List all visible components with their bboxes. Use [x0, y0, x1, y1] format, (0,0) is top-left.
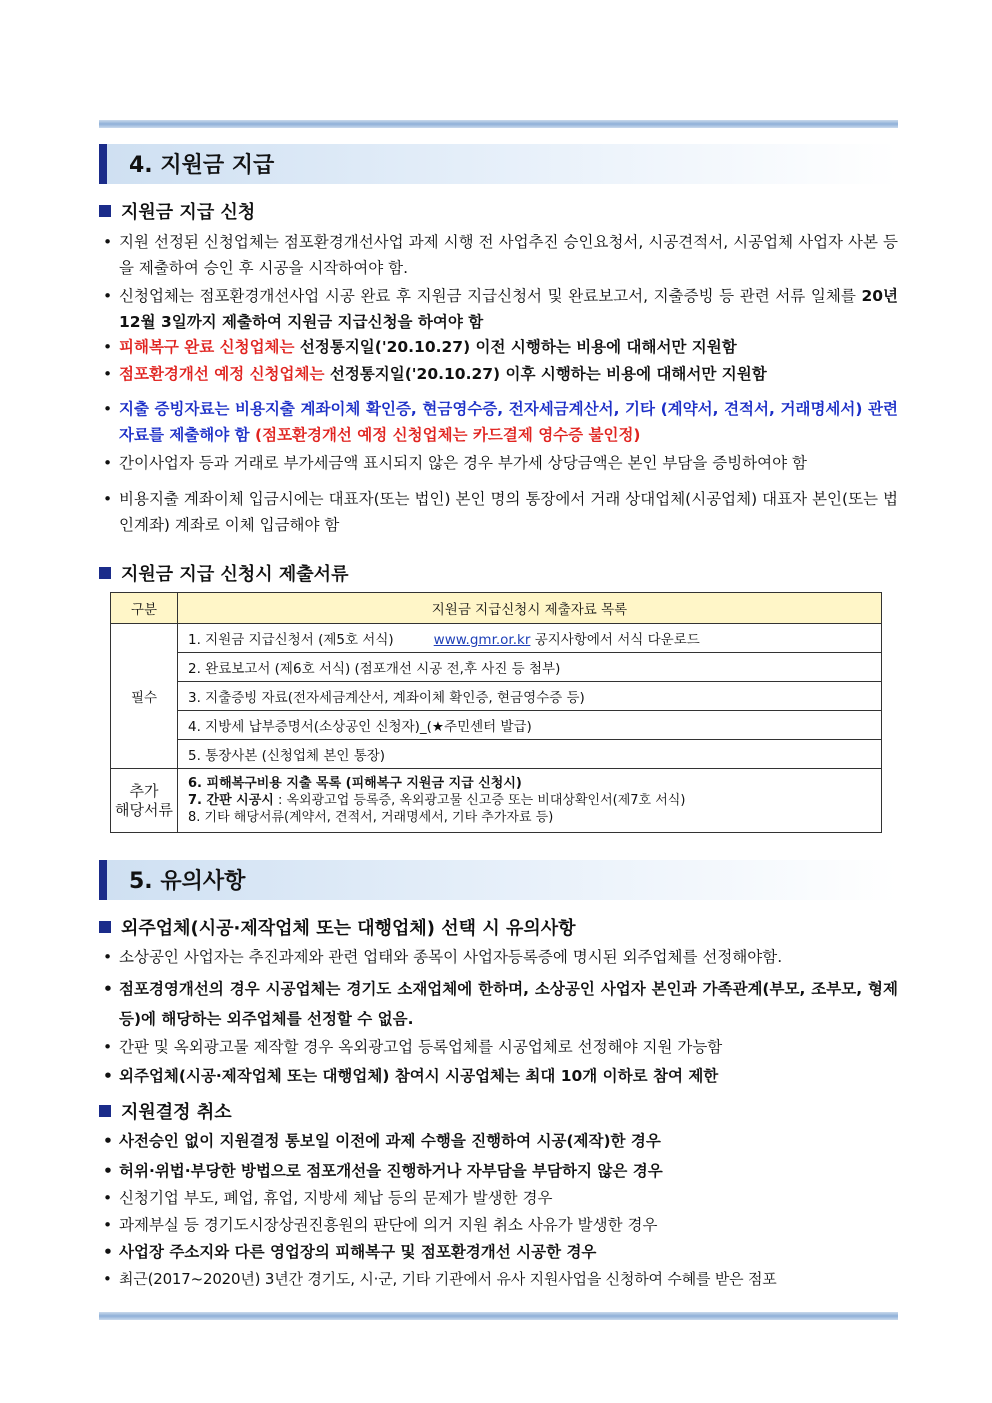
table-cell: 6. 피해복구비용 지출 목록 (피해복구 지원금 지급 신청시) 7. 간판 시공시 : 옥외광고업 등록증, 옥외광고물 신고증 또는 비대상확인서(제7호 서식) 8. 기타 해당서류(계약서, 견적서, 거래명세서, 기타 추가자료 등): [178, 769, 882, 833]
bullet-item: • 신청업체는 점포환경개선사업 시공 완료 후 지원금 지급신청서 및 완료보고서, 지출증빙 등 관련 서류 일체를 20년 12월 3일까지 제출하여 지원금 지급신청을 하여야 함: [103, 283, 898, 335]
bullet-item: • 신청기업 부도, 폐업, 휴업, 지방세 체납 등의 문제가 발생한 경우: [103, 1185, 898, 1211]
square-bullet-icon: [99, 921, 111, 933]
bullet-item: • 지출 증빙자료는 비용지출 계좌이체 확인증, 현금영수증, 전자세금계산서, 기타 (계약서, 견적서, 거래명세서) 관련 자료를 제출해야 함 (점포환경개선 예정 신청업체는 카드결제 영수증 불인정): [103, 396, 898, 448]
subsection-title: 지원금 지급 신청시 제출서류: [121, 564, 349, 585]
bullet-item: • 과제부실 등 경기도시장상권진흥원의 판단에 의거 지원 취소 사유가 발생한 경우: [103, 1212, 898, 1238]
table-cell: 2. 완료보고서 (제6호 서식) (점포개선 시공 전,후 사진 등 첨부): [178, 653, 882, 682]
bullet-item: • 점포경영개선의 경우 시공업체는 경기도 소재업체에 한하며, 소상공인 사업자 본인과 가족관계(부모, 조부모, 형제 등)에 해당하는 외주업체를 선정할 수 없음.: [103, 974, 898, 1034]
bullet-item: • 점포환경개선 예정 신청업체는 선정통지일('20.10.27) 이후 시행하는 비용에 대해서만 지원함: [103, 361, 898, 387]
bullet-item: • 간이사업자 등과 거래로 부가세금액 표시되지 않은 경우 부가세 상당금액은 본인 부담을 증빙하여야 함: [103, 450, 898, 476]
square-bullet-icon: [99, 205, 111, 217]
bullet-item: • 소상공인 사업자는 추진과제와 관련 업태와 종목이 사업자등록증에 명시된 외주업체를 선정해야함.: [103, 944, 898, 970]
subsection-payment-request: [99, 198, 255, 224]
table-cell: 5. 통장사본 (신청업체 본인 통장): [178, 740, 882, 769]
bottom-rule: [99, 1312, 898, 1320]
bullet-item: • 피해복구 완료 신청업체는 선정통지일('20.10.27) 이전 시행하는 비용에 대해서만 지원함: [103, 334, 898, 360]
subsection-title: 지원금 지급 신청: [121, 202, 256, 223]
top-rule: [99, 120, 898, 128]
bullet-item: • 허위·위법·부당한 방법으로 점포개선을 진행하거나 자부담을 부담하지 않은 경우: [103, 1158, 898, 1184]
table-row: [111, 769, 882, 833]
col-header-list: 지원금 지급신청시 제출자료 목록: [178, 593, 882, 624]
table-cell: 4. 지방세 납부증명서(소상공인 신청자)_(★주민센터 발급): [178, 711, 882, 740]
subsection-title: 지원결정 취소: [121, 1102, 232, 1123]
required-label: 필수: [111, 624, 178, 769]
docs-table: [110, 592, 882, 833]
table-row: [111, 740, 882, 769]
bullet-item: • 비용지출 계좌이체 입금시에는 대표자(또는 법인) 본인 명의 통장에서 거래 상대업체(시공업체) 대표자 본인(또는 법인계좌) 계좌로 이체 입금해야 함: [103, 486, 898, 538]
subsection-vendor-notes: [99, 914, 576, 940]
table-row: [111, 711, 882, 740]
bullet-item: • 사업장 주소지와 다른 영업장의 피해복구 및 점포환경개선 시공한 경우: [103, 1239, 898, 1265]
bullet-item: • 지원 선정된 신청업체는 점포환경개선사업 과제 시행 전 사업추진 승인요청서, 시공견적서, 시공업체 사업자 사본 등을 제출하여 승인 후 시공을 시작하여야 함.: [103, 229, 898, 281]
subsection-title: 외주업체(시공·제작업체 또는 대행업체) 선택 시 유의사항: [121, 918, 576, 939]
section-4-header: [99, 144, 898, 184]
website-link[interactable]: www.gmr.or.kr: [433, 632, 531, 648]
table-header-row: [111, 593, 882, 624]
subsection-cancellation: [99, 1098, 232, 1124]
square-bullet-icon: [99, 567, 111, 579]
table-cell: 1. 지원금 지급신청서 (제5호 서식) www.gmr.or.kr 공지사항에서 서식 다운로드: [178, 624, 882, 653]
bullet-item: • 외주업체(시공·제작업체 또는 대행업체) 참여시 시공업체는 최대 10개 이하로 참여 제한: [103, 1063, 898, 1089]
section-5-header: [99, 860, 898, 900]
table-row: [111, 682, 882, 711]
bullet-item: • 사전승인 없이 지원결정 통보일 이전에 과제 수행을 진행하여 시공(제작)한 경우: [103, 1128, 898, 1154]
table-row: [111, 624, 882, 653]
section-4-title: 4. 지원금 지급: [129, 153, 275, 178]
bullet-item: • 간판 및 옥외광고물 제작할 경우 옥외광고업 등록업체를 시공업체로 선정해야 지원 가능함: [103, 1034, 898, 1060]
extra-label: 추가 해당서류: [111, 769, 178, 833]
section-5-title: 5. 유의사항: [129, 869, 246, 894]
table-row: [111, 653, 882, 682]
bullet-item: • 최근(2017~2020년) 3년간 경기도, 시·군, 기타 기관에서 유사 지원사업을 신청하여 수혜를 받은 점포: [103, 1266, 898, 1292]
table-cell: 3. 지출증빙 자료(전자세금계산서, 계좌이체 확인증, 현금영수증 등): [178, 682, 882, 711]
subsection-required-docs: [99, 560, 348, 586]
col-header-category: 구분: [111, 593, 178, 624]
square-bullet-icon: [99, 1105, 111, 1117]
